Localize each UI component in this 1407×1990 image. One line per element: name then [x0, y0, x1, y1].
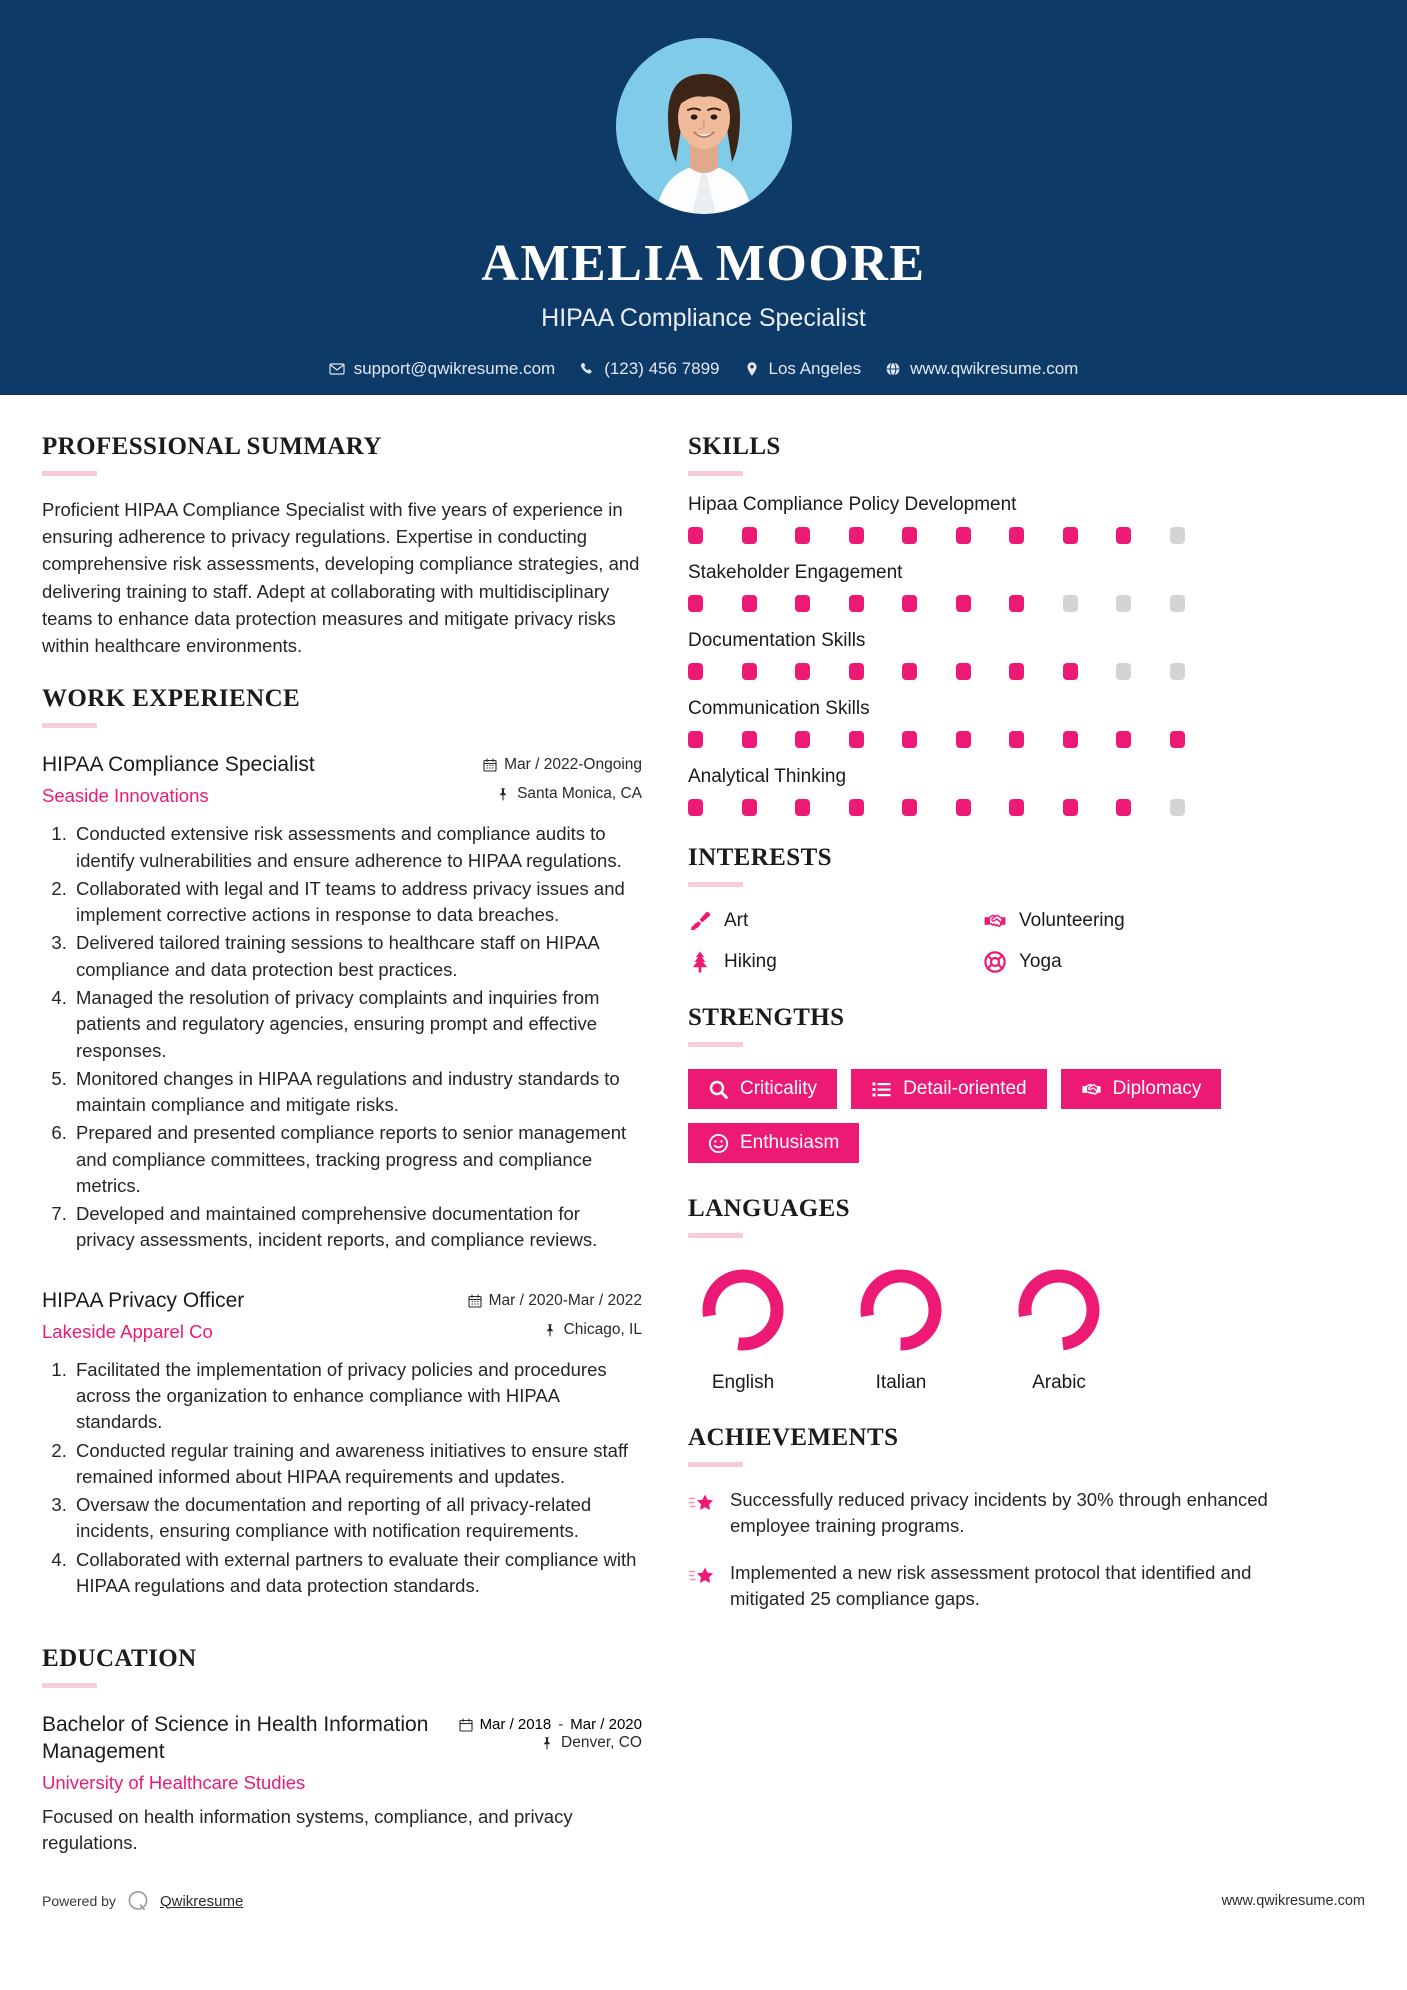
- skill-item: [688, 698, 1268, 748]
- powered-by: [42, 1888, 243, 1914]
- skill-dot-empty: [1170, 799, 1185, 816]
- skill-dot-filled: [956, 731, 971, 748]
- education-entry-meta: [459, 1712, 642, 1751]
- skill-label: Stakeholder Engagement: [688, 562, 903, 583]
- skill-rating: [688, 731, 1268, 748]
- education-location-text: Denver, CO: [561, 1733, 642, 1751]
- skill-dot-filled: [849, 663, 864, 680]
- envelope-icon: [329, 361, 345, 377]
- qwikresume-logo-icon: [125, 1888, 151, 1914]
- skill-dot-cell: [795, 595, 849, 612]
- skill-rating: [688, 799, 1268, 816]
- work-location: [483, 785, 642, 803]
- skill-dot-filled: [742, 731, 757, 748]
- language-label: Italian: [875, 1372, 927, 1393]
- skill-dot-cell: [1063, 731, 1117, 748]
- skill-dot-cell: [1170, 799, 1224, 816]
- work-bullet: 3. Oversaw the documentation and reporting of all privacy-related incidents, ensuring compliance with notification requirements.: [72, 1492, 642, 1545]
- skill-dot-cell: [956, 595, 1010, 612]
- skill-dot-cell: [1170, 595, 1224, 612]
- skill-label: Analytical Thinking: [688, 766, 847, 787]
- skill-dot-filled: [742, 527, 757, 544]
- skill-dot-filled: [1063, 731, 1078, 748]
- summary-text: Proficient HIPAA Compliance Specialist with five years of experience in ensuring adherence to privacy regulations. Expertise in conducting comprehensive risk assessments, developing compliance strategies, and delivering training to staff. Adept at collaborating with multidisciplinary teams to enhance data protection measures and mitigate privacy risks within healthcare environments.: [42, 499, 640, 656]
- strength-badge-enthusiasm: [688, 1123, 859, 1163]
- work-entry: [42, 1288, 642, 1600]
- interest-label: Volunteering: [1019, 910, 1125, 931]
- skill-dot-cell: [742, 799, 796, 816]
- skill-dot-filled: [902, 663, 917, 680]
- interest-item: [983, 909, 1268, 933]
- section-rule: [42, 471, 97, 476]
- contact-website-text: www.qwikresume.com: [910, 359, 1079, 378]
- skill-dot-cell: [688, 799, 742, 816]
- section-rule: [688, 1462, 743, 1467]
- strength-badge-detail-oriented: [851, 1069, 1047, 1109]
- skill-dot-filled: [795, 663, 810, 680]
- language-ring: [1011, 1262, 1107, 1358]
- skill-dot-cell: [742, 595, 796, 612]
- language-ring: [695, 1262, 791, 1358]
- skill-dot-cell: [1116, 663, 1170, 680]
- skill-dot-cell: [1116, 731, 1170, 748]
- skill-dot-filled: [795, 527, 810, 544]
- work-entry-left: [42, 1288, 468, 1343]
- work-date-text: Mar / 2022-Ongoing: [504, 756, 642, 774]
- skill-dot-cell: [742, 731, 796, 748]
- skill-rating: [688, 663, 1268, 680]
- skill-dot-empty: [1170, 663, 1185, 680]
- skill-dot-cell: [1170, 731, 1224, 748]
- skill-dot-cell: [1116, 595, 1170, 612]
- skill-dot-filled: [742, 799, 757, 816]
- skill-dot-filled: [849, 595, 864, 612]
- skill-label: Hipaa Compliance Policy Development: [688, 494, 1017, 515]
- section-heading: SKILLS: [688, 433, 781, 460]
- qwikresume-link[interactable]: Qwikresume: [159, 1892, 244, 1910]
- work-entry: [42, 752, 642, 1254]
- skill-dot-filled: [795, 799, 810, 816]
- section-rule: [688, 1233, 743, 1238]
- language-ring: [853, 1262, 949, 1358]
- contact-location: [744, 359, 862, 379]
- lifebuoy-icon: [983, 950, 1007, 974]
- work-entry-header: [42, 752, 642, 807]
- skill-dot-cell: [688, 527, 742, 544]
- smiley-icon: [708, 1133, 729, 1154]
- section-heading: EDUCATION: [42, 1645, 197, 1673]
- resume-header: [0, 0, 1407, 395]
- skill-dot-filled: [902, 595, 917, 612]
- skill-dot-cell: [956, 731, 1010, 748]
- skill-dot-filled: [849, 527, 864, 544]
- contact-phone-text: (123) 456 7899: [604, 359, 720, 378]
- skill-dot-filled: [849, 731, 864, 748]
- work-location-text: Chicago, IL: [563, 1320, 642, 1338]
- list-icon: [871, 1079, 892, 1100]
- pin-icon: [540, 1736, 554, 1750]
- section-rule: [688, 471, 743, 476]
- skill-dot-filled: [1063, 527, 1078, 544]
- strength-badge-criticality: [688, 1069, 837, 1109]
- skill-dot-cell: [688, 595, 742, 612]
- section-rule: [688, 882, 743, 887]
- achievement-text: Implemented a new risk assessment protocol that identified and mitigated 25 compliance gaps.: [730, 1561, 1252, 1609]
- language-item: [846, 1262, 956, 1394]
- skill-item: [688, 494, 1268, 544]
- strengths-list: [688, 1069, 1268, 1163]
- strength-label: Diplomacy: [1112, 1078, 1202, 1099]
- education-degree: Bachelor of Science in Health Information Management: [42, 1713, 429, 1763]
- calendar-icon: [459, 1718, 473, 1732]
- section-heading: WORK EXPERIENCE: [42, 685, 301, 713]
- shooting-star-icon: [688, 1490, 716, 1518]
- skill-dot-empty: [1170, 595, 1185, 612]
- calendar-icon: [468, 1294, 482, 1308]
- skill-dot-filled: [795, 595, 810, 612]
- work-role: HIPAA Privacy Officer: [42, 1288, 245, 1312]
- contact-phone[interactable]: [579, 359, 719, 379]
- skill-dot-cell: [849, 527, 903, 544]
- skill-dot-filled: [956, 663, 971, 680]
- interest-label: Yoga: [1019, 951, 1062, 972]
- skill-dot-cell: [1116, 799, 1170, 816]
- section-achievements: [688, 1424, 1268, 1612]
- interest-label: Hiking: [724, 951, 777, 972]
- handshake-icon: [1081, 1079, 1102, 1100]
- skill-dot-filled: [688, 527, 703, 544]
- skill-dot-filled: [956, 799, 971, 816]
- skill-dot-cell: [1170, 527, 1224, 544]
- interest-item: [983, 950, 1268, 974]
- skill-dot-cell: [1170, 663, 1224, 680]
- section-languages: [688, 1195, 1268, 1394]
- work-bullet: 3. Delivered tailored training sessions to healthcare staff on HIPAA compliance and data protection best practices.: [72, 930, 642, 983]
- skill-dot-filled: [688, 799, 703, 816]
- skill-item: [688, 766, 1268, 816]
- work-company: Seaside Innovations: [42, 785, 209, 807]
- work-location-text: Santa Monica, CA: [517, 785, 642, 803]
- interest-label: Art: [724, 910, 749, 931]
- skill-dot-cell: [849, 799, 903, 816]
- contact-row: [329, 359, 1079, 379]
- work-entry-header: [42, 1288, 642, 1343]
- skill-dot-filled: [1009, 527, 1024, 544]
- skill-dot-cell: [849, 731, 903, 748]
- skill-item: [688, 562, 1268, 612]
- skill-dot-cell: [795, 663, 849, 680]
- handshake-icon: [983, 909, 1007, 933]
- contact-email[interactable]: [329, 359, 556, 379]
- footer-url: www.qwikresume.com: [1221, 1893, 1365, 1909]
- interests-grid: [688, 909, 1268, 974]
- skill-dot-cell: [742, 663, 796, 680]
- skill-dot-filled: [956, 527, 971, 544]
- skill-dot-cell: [902, 731, 956, 748]
- skill-dot-cell: [1009, 663, 1063, 680]
- right-column: [688, 433, 1268, 1864]
- section-rule: [42, 1683, 97, 1688]
- pin-icon: [496, 787, 510, 801]
- work-date: [468, 1292, 642, 1310]
- work-location: [468, 1321, 642, 1339]
- skill-dot-cell: [849, 595, 903, 612]
- interest-item: [688, 950, 973, 974]
- shooting-star-icon: [688, 1563, 716, 1591]
- skill-rating: [688, 595, 1268, 612]
- work-bullets: [42, 821, 642, 1253]
- skill-dot-filled: [902, 799, 917, 816]
- skill-rating: [688, 527, 1268, 544]
- page-title: AMELIA MOORE: [481, 235, 926, 292]
- tree-icon: [688, 950, 712, 974]
- avatar: [616, 38, 792, 214]
- job-title: HIPAA Compliance Specialist: [541, 304, 866, 332]
- skill-dot-cell: [1063, 527, 1117, 544]
- globe-icon: [885, 361, 901, 377]
- skill-item: [688, 630, 1268, 680]
- work-bullet: 1. Facilitated the implementation of privacy policies and procedures across the organization to enhance compliance with HIPAA standards.: [72, 1357, 642, 1436]
- interest-item: [688, 909, 973, 933]
- skill-dot-filled: [1116, 527, 1131, 544]
- skill-dot-filled: [902, 731, 917, 748]
- section-rule: [42, 723, 97, 728]
- education-date-dash: -: [558, 1716, 564, 1734]
- skill-dot-cell: [1063, 799, 1117, 816]
- skill-dot-filled: [688, 663, 703, 680]
- resume-body: [0, 395, 1407, 1864]
- skill-dot-filled: [688, 595, 703, 612]
- work-bullet: 2. Collaborated with legal and IT teams to address privacy issues and implement corrective actions in response to data breaches.: [72, 876, 642, 929]
- languages-list: [688, 1262, 1268, 1394]
- education-entry-header: [42, 1712, 642, 1794]
- skill-dot-filled: [742, 663, 757, 680]
- contact-website[interactable]: [885, 359, 1078, 379]
- strength-label: Detail-oriented: [903, 1078, 1027, 1099]
- skill-dot-filled: [849, 799, 864, 816]
- contact-location-text: Los Angeles: [768, 359, 862, 378]
- work-company: Lakeside Apparel Co: [42, 1320, 213, 1342]
- powered-by-label: Powered by: [42, 1893, 116, 1909]
- work-bullet: 5. Monitored changes in HIPAA regulations and industry standards to maintain compliance and mitigate risks.: [72, 1066, 642, 1119]
- work-date: [483, 756, 642, 774]
- language-label: Arabic: [1032, 1372, 1086, 1393]
- education-date: [459, 1716, 642, 1733]
- strength-badge-diplomacy: [1061, 1069, 1222, 1109]
- language-item: [1004, 1262, 1114, 1394]
- contact-email-text: support@qwikresume.com: [353, 359, 556, 378]
- magnifier-icon: [708, 1079, 729, 1100]
- skill-dot-cell: [1063, 663, 1117, 680]
- left-column: [42, 433, 642, 1864]
- skill-dot-filled: [1116, 731, 1131, 748]
- section-strengths: [688, 1004, 1268, 1163]
- work-entry-meta: [468, 1288, 642, 1339]
- skill-dot-cell: [1116, 527, 1170, 544]
- skill-dot-cell: [902, 527, 956, 544]
- pin-icon: [543, 1323, 557, 1337]
- skill-dot-cell: [742, 527, 796, 544]
- education-location: [459, 1734, 642, 1752]
- skill-label: Documentation Skills: [688, 630, 866, 651]
- achievement-item: [688, 1560, 1268, 1613]
- strength-label: Criticality: [740, 1078, 818, 1099]
- skill-dot-cell: [902, 799, 956, 816]
- paintbrush-icon: [688, 909, 712, 933]
- section-work-experience: [42, 685, 642, 1599]
- education-school: University of Healthcare Studies: [42, 1771, 306, 1793]
- skill-dot-cell: [688, 731, 742, 748]
- achievement-text: Successfully reduced privacy incidents by 30% through enhanced employee training programs.: [730, 1489, 1268, 1537]
- education-entry-left: [42, 1712, 459, 1794]
- skill-dot-filled: [1170, 731, 1185, 748]
- skill-dot-empty: [1170, 527, 1185, 544]
- work-bullet: 6. Prepared and presented compliance reports to senior management and compliance committees, tracking progress and compliance metrics.: [72, 1120, 642, 1199]
- skill-dot-filled: [742, 595, 757, 612]
- section-heading: PROFESSIONAL SUMMARY: [42, 433, 382, 460]
- achievement-item: [688, 1487, 1268, 1540]
- work-entry-meta: [483, 752, 642, 803]
- section-heading: STRENGTHS: [688, 1004, 845, 1031]
- skill-dot-cell: [849, 663, 903, 680]
- skill-dot-filled: [1063, 663, 1078, 680]
- education-date-start: Mar / 2018: [479, 1716, 552, 1734]
- skill-dot-filled: [1009, 663, 1024, 680]
- skill-dot-cell: [902, 595, 956, 612]
- skill-dot-cell: [1009, 595, 1063, 612]
- education-entry: [42, 1712, 642, 1856]
- skill-dot-filled: [1009, 799, 1024, 816]
- skill-dot-filled: [1009, 595, 1024, 612]
- work-bullet: 7. Developed and maintained comprehensive documentation for privacy assessments, incident reports, and compliance reviews.: [72, 1201, 642, 1254]
- skill-dot-filled: [956, 595, 971, 612]
- section-heading: INTERESTS: [688, 844, 832, 871]
- skill-dot-cell: [956, 799, 1010, 816]
- strength-label: Enthusiasm: [740, 1132, 840, 1153]
- skill-dot-empty: [1116, 663, 1131, 680]
- skill-dot-cell: [795, 799, 849, 816]
- section-skills: [688, 433, 1268, 816]
- skill-label: Communication Skills: [688, 698, 870, 719]
- skill-dot-filled: [1009, 731, 1024, 748]
- section-professional-summary: [42, 433, 642, 659]
- work-bullet: 2. Conducted regular training and awareness initiatives to ensure staff remained informed about HIPAA requirements and updates.: [72, 1438, 642, 1491]
- skill-dot-cell: [956, 663, 1010, 680]
- calendar-icon: [483, 758, 497, 772]
- skill-dot-cell: [1009, 731, 1063, 748]
- section-heading: ACHIEVEMENTS: [688, 1424, 899, 1451]
- section-rule: [688, 1042, 743, 1047]
- skill-dot-cell: [1063, 595, 1117, 612]
- language-item: [688, 1262, 798, 1394]
- skill-dot-filled: [902, 527, 917, 544]
- work-date-text: Mar / 2020-Mar / 2022: [488, 1291, 642, 1309]
- language-label: English: [711, 1372, 775, 1393]
- skill-dot-filled: [795, 731, 810, 748]
- skill-dot-cell: [956, 527, 1010, 544]
- work-entry-left: [42, 752, 483, 807]
- skill-dot-empty: [1063, 595, 1078, 612]
- skill-dot-filled: [688, 731, 703, 748]
- work-bullet: 4. Managed the resolution of privacy complaints and inquiries from patients and regulatory agencies, ensuring prompt and effective responses.: [72, 985, 642, 1064]
- skill-dot-cell: [688, 663, 742, 680]
- education-date-end: Mar / 2020: [570, 1716, 642, 1734]
- location-pin-icon: [744, 361, 760, 377]
- section-education: [42, 1645, 642, 1856]
- education-description: Focused on health information systems, compliance, and privacy regulations.: [42, 1805, 573, 1854]
- work-bullet: 4. Collaborated with external partners to evaluate their compliance with HIPAA regulations and data protection standards.: [72, 1547, 642, 1600]
- skill-dot-cell: [1009, 527, 1063, 544]
- skill-dot-cell: [795, 731, 849, 748]
- resume-footer: [0, 1888, 1407, 1914]
- work-role: HIPAA Compliance Specialist: [42, 753, 315, 777]
- skill-dot-empty: [1116, 595, 1131, 612]
- skill-dot-filled: [1116, 799, 1131, 816]
- work-bullets: [42, 1357, 642, 1599]
- skill-dot-filled: [1063, 799, 1078, 816]
- section-interests: [688, 844, 1268, 974]
- work-bullet: 1. Conducted extensive risk assessments and compliance audits to identify vulnerabilities and ensure adherence to HIPAA regulations.: [72, 821, 642, 874]
- skill-dot-cell: [1009, 799, 1063, 816]
- skill-dot-cell: [795, 527, 849, 544]
- skill-dot-cell: [902, 663, 956, 680]
- phone-icon: [579, 361, 595, 377]
- section-heading: LANGUAGES: [688, 1195, 850, 1222]
